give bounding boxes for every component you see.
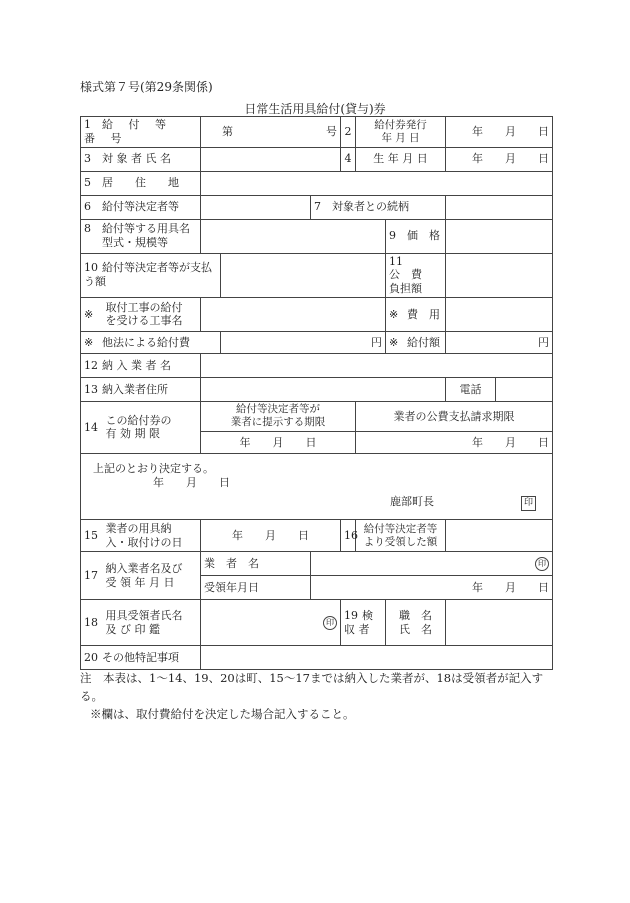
field-label-9: 9 価 格 [386,219,446,253]
field-num-2: 2 [341,117,356,148]
field-value-9[interactable] [446,219,553,253]
field-label-kome4: ※ 給付額 [386,331,446,353]
field-value-10[interactable] [221,253,386,297]
field-value-4[interactable]: 年 月 日 [446,147,553,171]
row-14-head [81,401,553,431]
field-value-phone[interactable] [496,377,553,401]
row-12 [81,353,553,377]
field-label-2: 給付券発行 年 月 日 [356,117,446,148]
field-label-4: 生 年 月 日 [356,147,446,171]
field-label-11: 11 公 費 負担額 [386,253,446,297]
field-value-3[interactable] [201,147,341,171]
vendor-seal-icon: 印 [535,557,549,571]
field-14-col1-value[interactable]: 年 月 日 [201,431,356,453]
recipient-seal-icon: 印 [323,616,337,630]
field-value-15[interactable]: 年 月 日 [201,520,341,552]
field-label-13: 13 納入業者住所 [81,377,201,401]
field-label-kome1: ※ 取付工事の給付 を受ける工事名 [81,297,201,331]
field-value-kome3[interactable]: 円 [221,331,386,353]
field-value-8[interactable] [201,219,386,253]
row-20 [81,646,553,670]
row-13 [81,377,553,401]
field-value-13[interactable] [201,377,446,401]
field-label-1: 1 給 付 等 番 号 [81,117,201,148]
row-6-7 [81,195,553,219]
field-label-19: 19 検 収 者 [341,600,386,646]
decision-text: 上記のとおり決定する。 [93,461,214,475]
field-value-6[interactable] [201,195,311,219]
row-5 [81,171,553,195]
field-label-18: 18 用具受領者氏名 及 び 印 鑑 [81,600,201,646]
mayor-title: 鹿部町長 [390,495,435,509]
field-14-col1-header: 給付等決定者等が 業者に提示する期限 [201,401,356,431]
notes-block [80,670,560,723]
row-kome-3-4 [81,331,553,353]
field-label-7: 7 対象者との続柄 [311,195,446,219]
field-17-sub-date: 受領年月日 [201,576,311,600]
field-value-5[interactable] [201,171,553,195]
field-17-vendor-value[interactable] [311,552,553,576]
decision-block: 上記のとおり決定する。 年 月 日 鹿部町長 印 [81,453,553,520]
field-label-15: 15 業者の用具納 入・取付けの日 [81,520,201,552]
field-label-12: 12 納 入 業 者 名 [81,353,201,377]
field-value-2[interactable]: 年 月 日 [446,117,553,148]
field-label-3: 3 対 象 者 氏 名 [81,147,201,171]
field-label-16: 給付等決定者等 より受領した額 [356,520,446,552]
row-decision [81,453,553,520]
field-value-kome2[interactable] [446,297,553,331]
field-value-19[interactable] [446,600,553,646]
field-value-1[interactable]: 第 号 [201,117,341,148]
field-value-16[interactable] [446,520,553,552]
field-value-kome4[interactable]: 円 [446,331,553,353]
field-label-17: 17 納入業者名及び 受 領 年 月 日 [81,552,201,600]
field-label-8: 8 給付等する用具名 型式・規模等 [81,219,201,253]
field-num-16: 16 [341,520,356,552]
row-kome-1-2 [81,297,553,331]
field-17-date-value[interactable]: 年 月 日 [311,576,553,600]
row-3-4 [81,147,553,171]
note-line-1: 注 本表は、1～14、19、20は町、15～17までは納入した業者が、18は受領者が記入する。 [80,671,544,703]
field-label-kome2: ※ 費 用 [386,297,446,331]
row-17-a [81,552,553,576]
field-value-18[interactable] [201,600,341,646]
row-1-2 [81,117,553,148]
field-14-col2-header: 業者の公費支払請求期限 [356,401,553,431]
field-label-phone: 電話 [446,377,496,401]
field-value-11[interactable] [446,253,553,297]
field-label-20: 20 その他特記事項 [81,646,201,670]
field-value-20[interactable] [201,646,553,670]
field-label-6: 6 給付等決定者等 [81,195,201,219]
row-15-16 [81,520,553,552]
field-19-sub-labels: 職 名 氏 名 [386,600,446,646]
form-number-label: 様式第７号(第29条関係) [80,80,213,94]
field-value-kome1[interactable] [201,297,386,331]
field-17-sub-vendor: 業 者 名 [201,552,311,576]
field-label-14: 14 この給付券の 有 効 期 限 [81,401,201,453]
row-18-19 [81,600,553,646]
row-8-9 [81,219,553,253]
field-value-7[interactable] [446,195,553,219]
row-10-11 [81,253,553,297]
form-table [80,116,553,670]
field-value-12[interactable] [201,353,553,377]
field-14-col2-value[interactable]: 年 月 日 [356,431,553,453]
field-num-4: 4 [341,147,356,171]
official-seal-icon: 印 [521,496,536,511]
note-line-2: ※欄は、取付費給付を決定した場合記入すること。 [90,706,355,721]
field-label-kome3: ※ 他法による給付費 [81,331,221,353]
field-label-10: 10 給付等決定者等が支払う額 [81,253,221,297]
document-title: 日常生活用具給付(貸与)券 [244,102,386,116]
field-label-5: 5 居 住 地 [81,171,201,195]
